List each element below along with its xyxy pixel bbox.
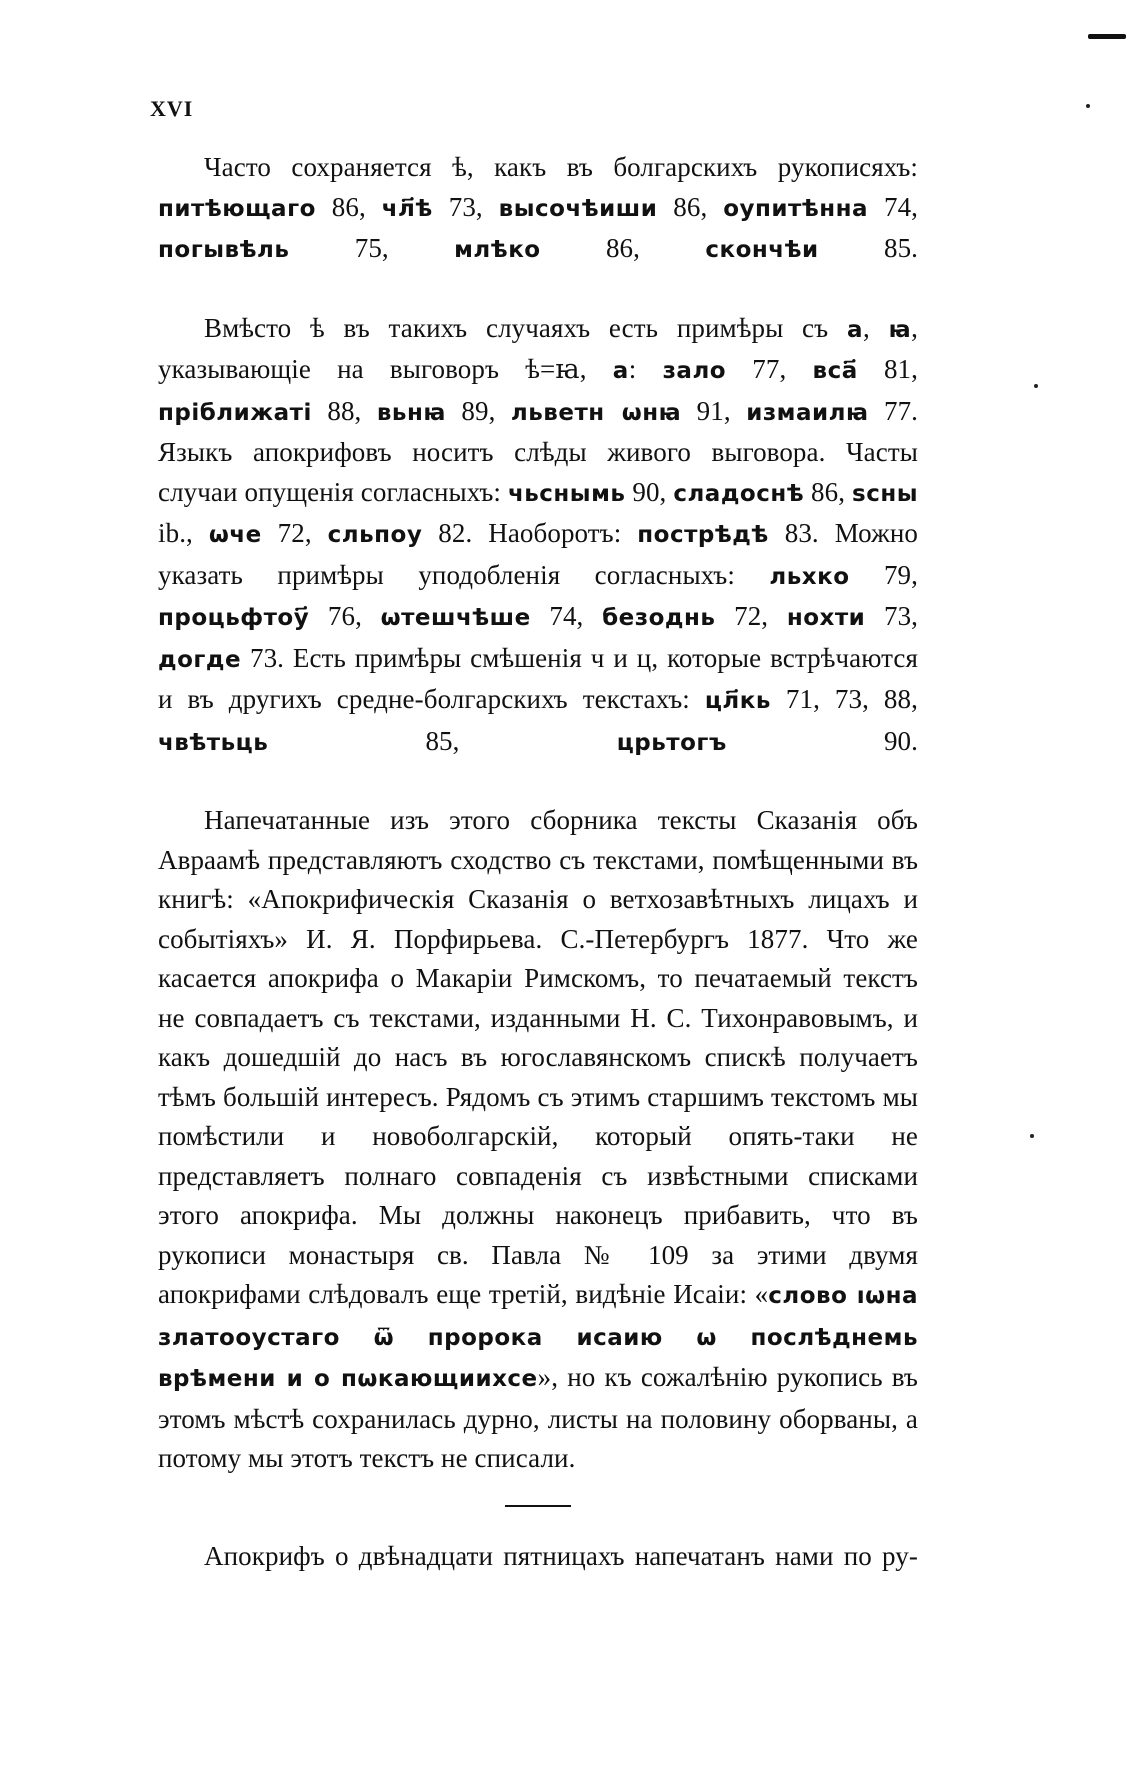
paragraph-text-run: : <box>628 354 663 384</box>
paragraph-text-run: 72, <box>715 601 787 631</box>
slavonic-form: ѡче <box>208 522 262 548</box>
paragraph-text-run: 75, <box>289 233 455 263</box>
slavonic-form: чвѣтьць <box>158 729 269 756</box>
paragraph-text-run: 86, <box>315 191 382 222</box>
slavonic-form: ѕсны <box>852 480 919 507</box>
slavonic-form: црьтогъ <box>616 729 727 756</box>
paragraph-printed-texts <box>158 801 918 1479</box>
slavonic-form: льхко <box>769 563 850 590</box>
paragraph-text-run: 91, <box>681 395 747 426</box>
slavonic-form: скончѣи <box>705 237 819 263</box>
slavonic-form: млѣко <box>454 237 541 263</box>
paragraph-text-run: Апокрифъ о двѣнадцати пятницахъ напечатанъ нами по ру- <box>204 1540 918 1571</box>
paragraph-text-run: Вмѣсто ѣ въ такихъ случаяхъ есть примѣры съ <box>204 312 847 343</box>
paragraph-text-run: 85. <box>818 233 919 263</box>
paragraph-text-run: 73, <box>865 601 919 631</box>
slavonic-form: измаилꙗ <box>746 399 869 426</box>
paragraph-text-run: 72, <box>261 518 328 548</box>
slavonic-form: вьнꙗ <box>376 399 446 426</box>
scan-speck <box>1086 104 1090 108</box>
slavonic-form: пострѣдѣ <box>637 522 769 548</box>
slavonic-form: процьфтоу҃ <box>158 605 310 631</box>
scan-speck <box>1034 384 1038 388</box>
paragraph-text-run: 88, <box>311 395 377 426</box>
paragraph-text-run: 77, <box>726 354 813 384</box>
paragraph-text-run: 82. Наоборотъ: <box>422 518 638 548</box>
paragraph-text-run: 73, <box>432 191 499 222</box>
paragraph-text-run: 90. <box>726 725 919 756</box>
slavonic-form: а <box>846 316 863 343</box>
slavonic-form: питѣющаго <box>158 195 316 222</box>
slavonic-form: зало <box>662 358 727 384</box>
slavonic-form: цл҃кь <box>704 688 771 714</box>
paragraph-text-run: 76, <box>309 601 381 631</box>
scan-speck <box>1030 1134 1034 1138</box>
slavonic-form: ꙗ <box>888 316 912 343</box>
slavonic-form: а <box>612 358 629 384</box>
corner-scan-mark <box>1088 34 1126 39</box>
paragraph-text-run: Напечатанные изъ этого сборника тексты Сказанія объ Авраамѣ представляютъ сходство съ текстами, помѣщенными въ книгѣ: «Апокрифическія Сказанія о ветхозавѣтныхъ лицахъ и событіяхъ» И. Я. Порфирьева. С.-Петербургъ 1877. Что же касается апокрифа о Макаріи Римскомъ, то печатаемый текстъ не совпадаетъ съ текстами, изданными Н. С. Тихонравовымъ, и какъ дошедшій до насъ въ югославянскомъ спискѣ получаетъ тѣмъ большій интересъ. Рядомъ съ этимъ старшимъ текстомъ мы помѣстили и новоболгарскій, который опять-таки не представляетъ полнаго совпаденія съ извѣстными списками этого апокрифа. Мы должны наконецъ прибавить, что въ рукописи монастыря св. Павла № 109 за этими двумя апокрифами слѣдовалъ еще третій, видѣніе Исаіи: « <box>158 805 918 1309</box>
slavonic-form: ѡтешчѣше <box>380 605 531 631</box>
slavonic-form: высочѣиши <box>498 195 658 222</box>
slavonic-form: слово ıωна златооустаго ѿ пророка исаию ѡ послѣднемь врѣмени и о пωкающиихсе <box>158 1283 918 1392</box>
paragraph-text-run: , <box>863 312 889 343</box>
paragraph-text-run: 86, <box>540 233 706 263</box>
paragraph-text-run: 83. Можно указать примѣры уподобленія согласныхъ: <box>158 518 918 590</box>
paragraph-text-run: 81, <box>857 354 919 384</box>
paragraph-text-run: , указывающіе на выговоръ ѣ=ꙗ, <box>158 312 919 384</box>
paragraph-twelve-fridays <box>158 1537 918 1577</box>
paragraph-text-run: 73. Есть примѣры смѣшенія ч и ц, которые встрѣчаются и въ другихъ средне-болгарскихъ текстахъ: <box>158 642 918 714</box>
slavonic-form: погывѣль <box>158 237 290 263</box>
slavonic-form: догде <box>158 646 242 673</box>
paragraph-text-run: 77. Языкъ апокрифовъ носитъ слѣды живого выговора. Часты случаи опущенія согласныхъ: <box>158 395 919 507</box>
page-number: XVI <box>150 96 194 121</box>
slavonic-form: вса҃ <box>812 358 858 384</box>
paragraph-text-run: 89, <box>445 395 511 426</box>
slavonic-form: чьснымь <box>507 480 626 507</box>
paragraph-text-run: », но къ сожалѣнію рукопись въ этомъ мѣстѣ сохранилась дурно, листы на половину оборваны, а потому мы этотъ текстъ не списали. <box>158 1362 918 1473</box>
slavonic-form: льветн ѡнꙗ <box>510 399 682 426</box>
paragraph-text-run: 86, <box>804 476 852 507</box>
slavonic-form: сладоснѣ <box>673 480 805 507</box>
paragraph-yat-substitution <box>158 309 918 764</box>
slavonic-form: пріближаті <box>158 399 312 426</box>
page-body <box>158 148 918 1576</box>
paragraph-yat-preservation <box>158 148 918 271</box>
paragraph-text-run: 86, <box>657 191 724 222</box>
paragraph-text-run: Часто сохраняется ѣ, какъ въ болгарскихъ рукописяхъ: <box>204 152 918 182</box>
paragraph-text-run: 79, <box>849 559 918 590</box>
slavonic-form: безоднь <box>602 605 716 631</box>
section-separator-rule <box>505 1505 571 1507</box>
paragraph-text-run: ib., <box>158 518 209 548</box>
slavonic-form: оупитѣнна <box>723 195 869 222</box>
slavonic-form: сльпоу <box>327 522 423 548</box>
paragraph-text-run: 74, <box>530 601 603 631</box>
paragraph-text-run: 90, <box>625 476 674 507</box>
slavonic-form: нохти <box>786 605 866 631</box>
paragraph-text-run: 85, <box>268 725 617 756</box>
paragraph-text-run: 71, 73, 88, <box>770 684 918 714</box>
paragraph-text-run: 74, <box>868 191 919 222</box>
slavonic-form: чл҃ѣ <box>381 195 433 222</box>
